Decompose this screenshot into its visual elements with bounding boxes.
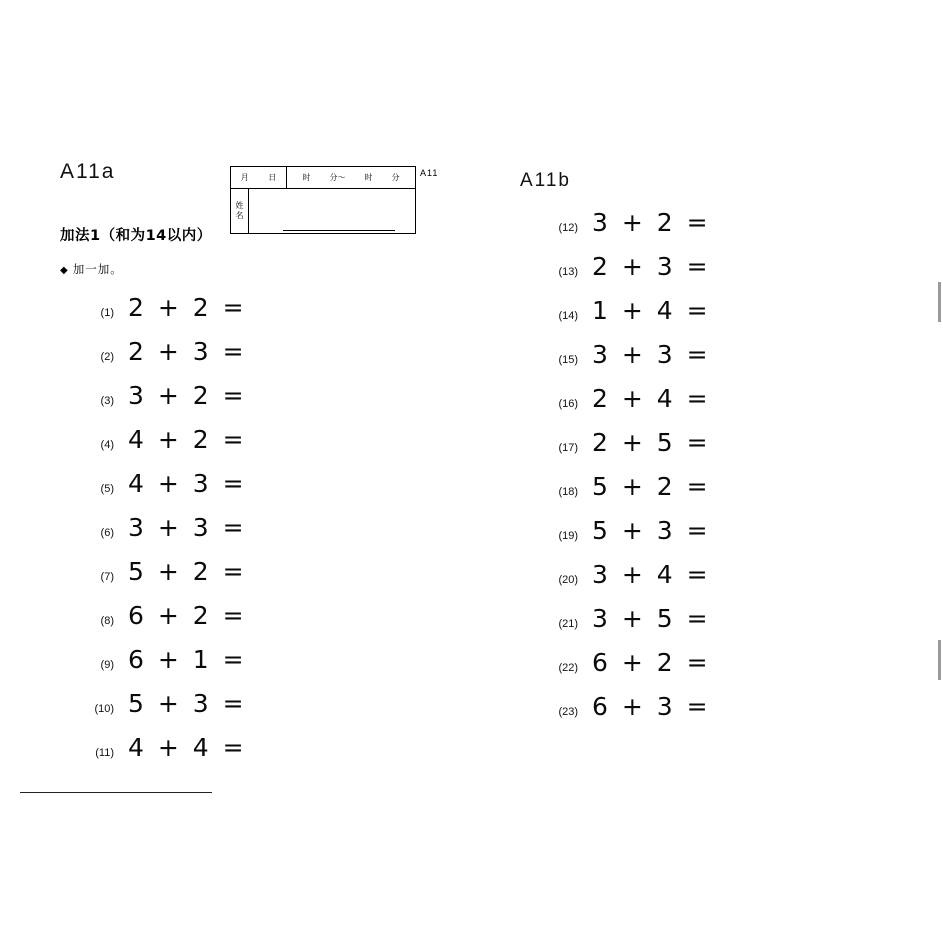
problem-number: (9) <box>100 659 114 671</box>
right-sheet-code: A11b <box>520 170 571 191</box>
problem-expression[interactable]: 2 + 4 = <box>592 384 711 413</box>
problem-row <box>60 733 460 777</box>
problem-row <box>520 604 920 648</box>
problem-expression[interactable]: 6 + 1 = <box>128 645 247 674</box>
problem-number: (12) <box>558 222 578 234</box>
problem-number: (3) <box>100 395 114 407</box>
footer-rule <box>20 792 212 793</box>
month-label: 月 <box>240 173 249 182</box>
problem-expression[interactable]: 5 + 2 = <box>128 557 247 586</box>
page-edge-mark <box>938 282 941 322</box>
problem-row <box>60 425 460 469</box>
problem-number: (22) <box>558 662 578 674</box>
problem-row <box>520 252 920 296</box>
problem-expression[interactable]: 3 + 3 = <box>592 340 711 369</box>
problem-row <box>60 513 460 557</box>
problem-expression[interactable]: 3 + 5 = <box>592 604 711 633</box>
minute-end-label: 分 <box>391 173 400 182</box>
problem-number: (13) <box>558 266 578 278</box>
problem-number: (14) <box>558 310 578 322</box>
hour-label: 时 <box>302 173 311 182</box>
problem-expression[interactable]: 6 + 2 = <box>128 601 247 630</box>
left-column <box>60 160 460 777</box>
right-problem-list <box>520 208 920 736</box>
problem-number: (2) <box>100 351 114 363</box>
problem-number: (19) <box>558 530 578 542</box>
minute-start-label: 分～ <box>329 173 346 182</box>
section-title: 加法1（和为14以内） <box>60 228 212 244</box>
instruction-line <box>60 261 460 277</box>
problem-expression[interactable]: 3 + 4 = <box>592 560 711 589</box>
problem-row <box>60 645 460 689</box>
problem-number: (18) <box>558 486 578 498</box>
problem-expression[interactable]: 3 + 2 = <box>128 381 247 410</box>
problem-number: (1) <box>100 307 114 319</box>
problem-row <box>520 560 920 604</box>
problem-expression[interactable]: 6 + 2 = <box>592 648 711 677</box>
problem-row <box>60 601 460 645</box>
problem-row <box>520 208 920 252</box>
problem-expression[interactable]: 6 + 3 = <box>592 692 711 721</box>
problem-number: (7) <box>100 571 114 583</box>
problem-expression[interactable]: 3 + 2 = <box>592 208 711 237</box>
problem-row <box>520 692 920 736</box>
problem-row <box>520 340 920 384</box>
problem-number: (20) <box>558 574 578 586</box>
problem-expression[interactable]: 5 + 3 = <box>128 689 247 718</box>
problem-row <box>60 293 460 337</box>
left-problem-list <box>60 293 460 777</box>
name-label-char1: 姓 <box>235 201 244 210</box>
problem-expression[interactable]: 2 + 3 = <box>592 252 711 281</box>
problem-number: (10) <box>94 703 114 715</box>
corner-sheet-tag: A11 <box>420 168 439 178</box>
problem-number: (16) <box>558 398 578 410</box>
problem-row <box>520 472 920 516</box>
problem-number: (6) <box>100 527 114 539</box>
problem-expression[interactable]: 2 + 2 = <box>128 293 247 322</box>
problem-expression[interactable]: 4 + 2 = <box>128 425 247 454</box>
problem-number: (23) <box>558 706 578 718</box>
problem-expression[interactable]: 3 + 3 = <box>128 513 247 542</box>
problem-row <box>520 516 920 560</box>
diamond-bullet-icon: ◆ <box>60 265 69 276</box>
problem-expression[interactable]: 2 + 5 = <box>592 428 711 457</box>
problem-row <box>520 384 920 428</box>
page-edge-mark <box>938 640 941 680</box>
instruction-text: 加一加。 <box>72 262 123 276</box>
day-label: 日 <box>268 173 277 182</box>
problem-row <box>60 381 460 425</box>
problem-row <box>60 337 460 381</box>
problem-number: (5) <box>100 483 114 495</box>
problem-expression[interactable]: 4 + 3 = <box>128 469 247 498</box>
problem-row <box>520 648 920 692</box>
problem-expression[interactable]: 5 + 2 = <box>592 472 711 501</box>
problem-number: (17) <box>558 442 578 454</box>
problem-expression[interactable]: 1 + 4 = <box>592 296 711 325</box>
problem-number: (21) <box>558 618 578 630</box>
problem-number: (11) <box>95 747 114 759</box>
hour2-label: 时 <box>364 173 373 182</box>
right-column <box>520 170 920 736</box>
problem-row <box>520 296 920 340</box>
problem-row <box>60 469 460 513</box>
problem-expression[interactable]: 4 + 4 = <box>128 733 247 762</box>
problem-row <box>60 689 460 733</box>
problem-row <box>520 428 920 472</box>
problem-expression[interactable]: 2 + 3 = <box>128 337 247 366</box>
problem-number: (15) <box>558 354 578 366</box>
left-sheet-code: A11a <box>60 160 116 183</box>
problem-expression[interactable]: 5 + 3 = <box>592 516 711 545</box>
name-label-char2: 名 <box>235 211 244 220</box>
problem-number: (4) <box>100 439 114 451</box>
problem-number: (8) <box>100 615 114 627</box>
problem-row <box>60 557 460 601</box>
